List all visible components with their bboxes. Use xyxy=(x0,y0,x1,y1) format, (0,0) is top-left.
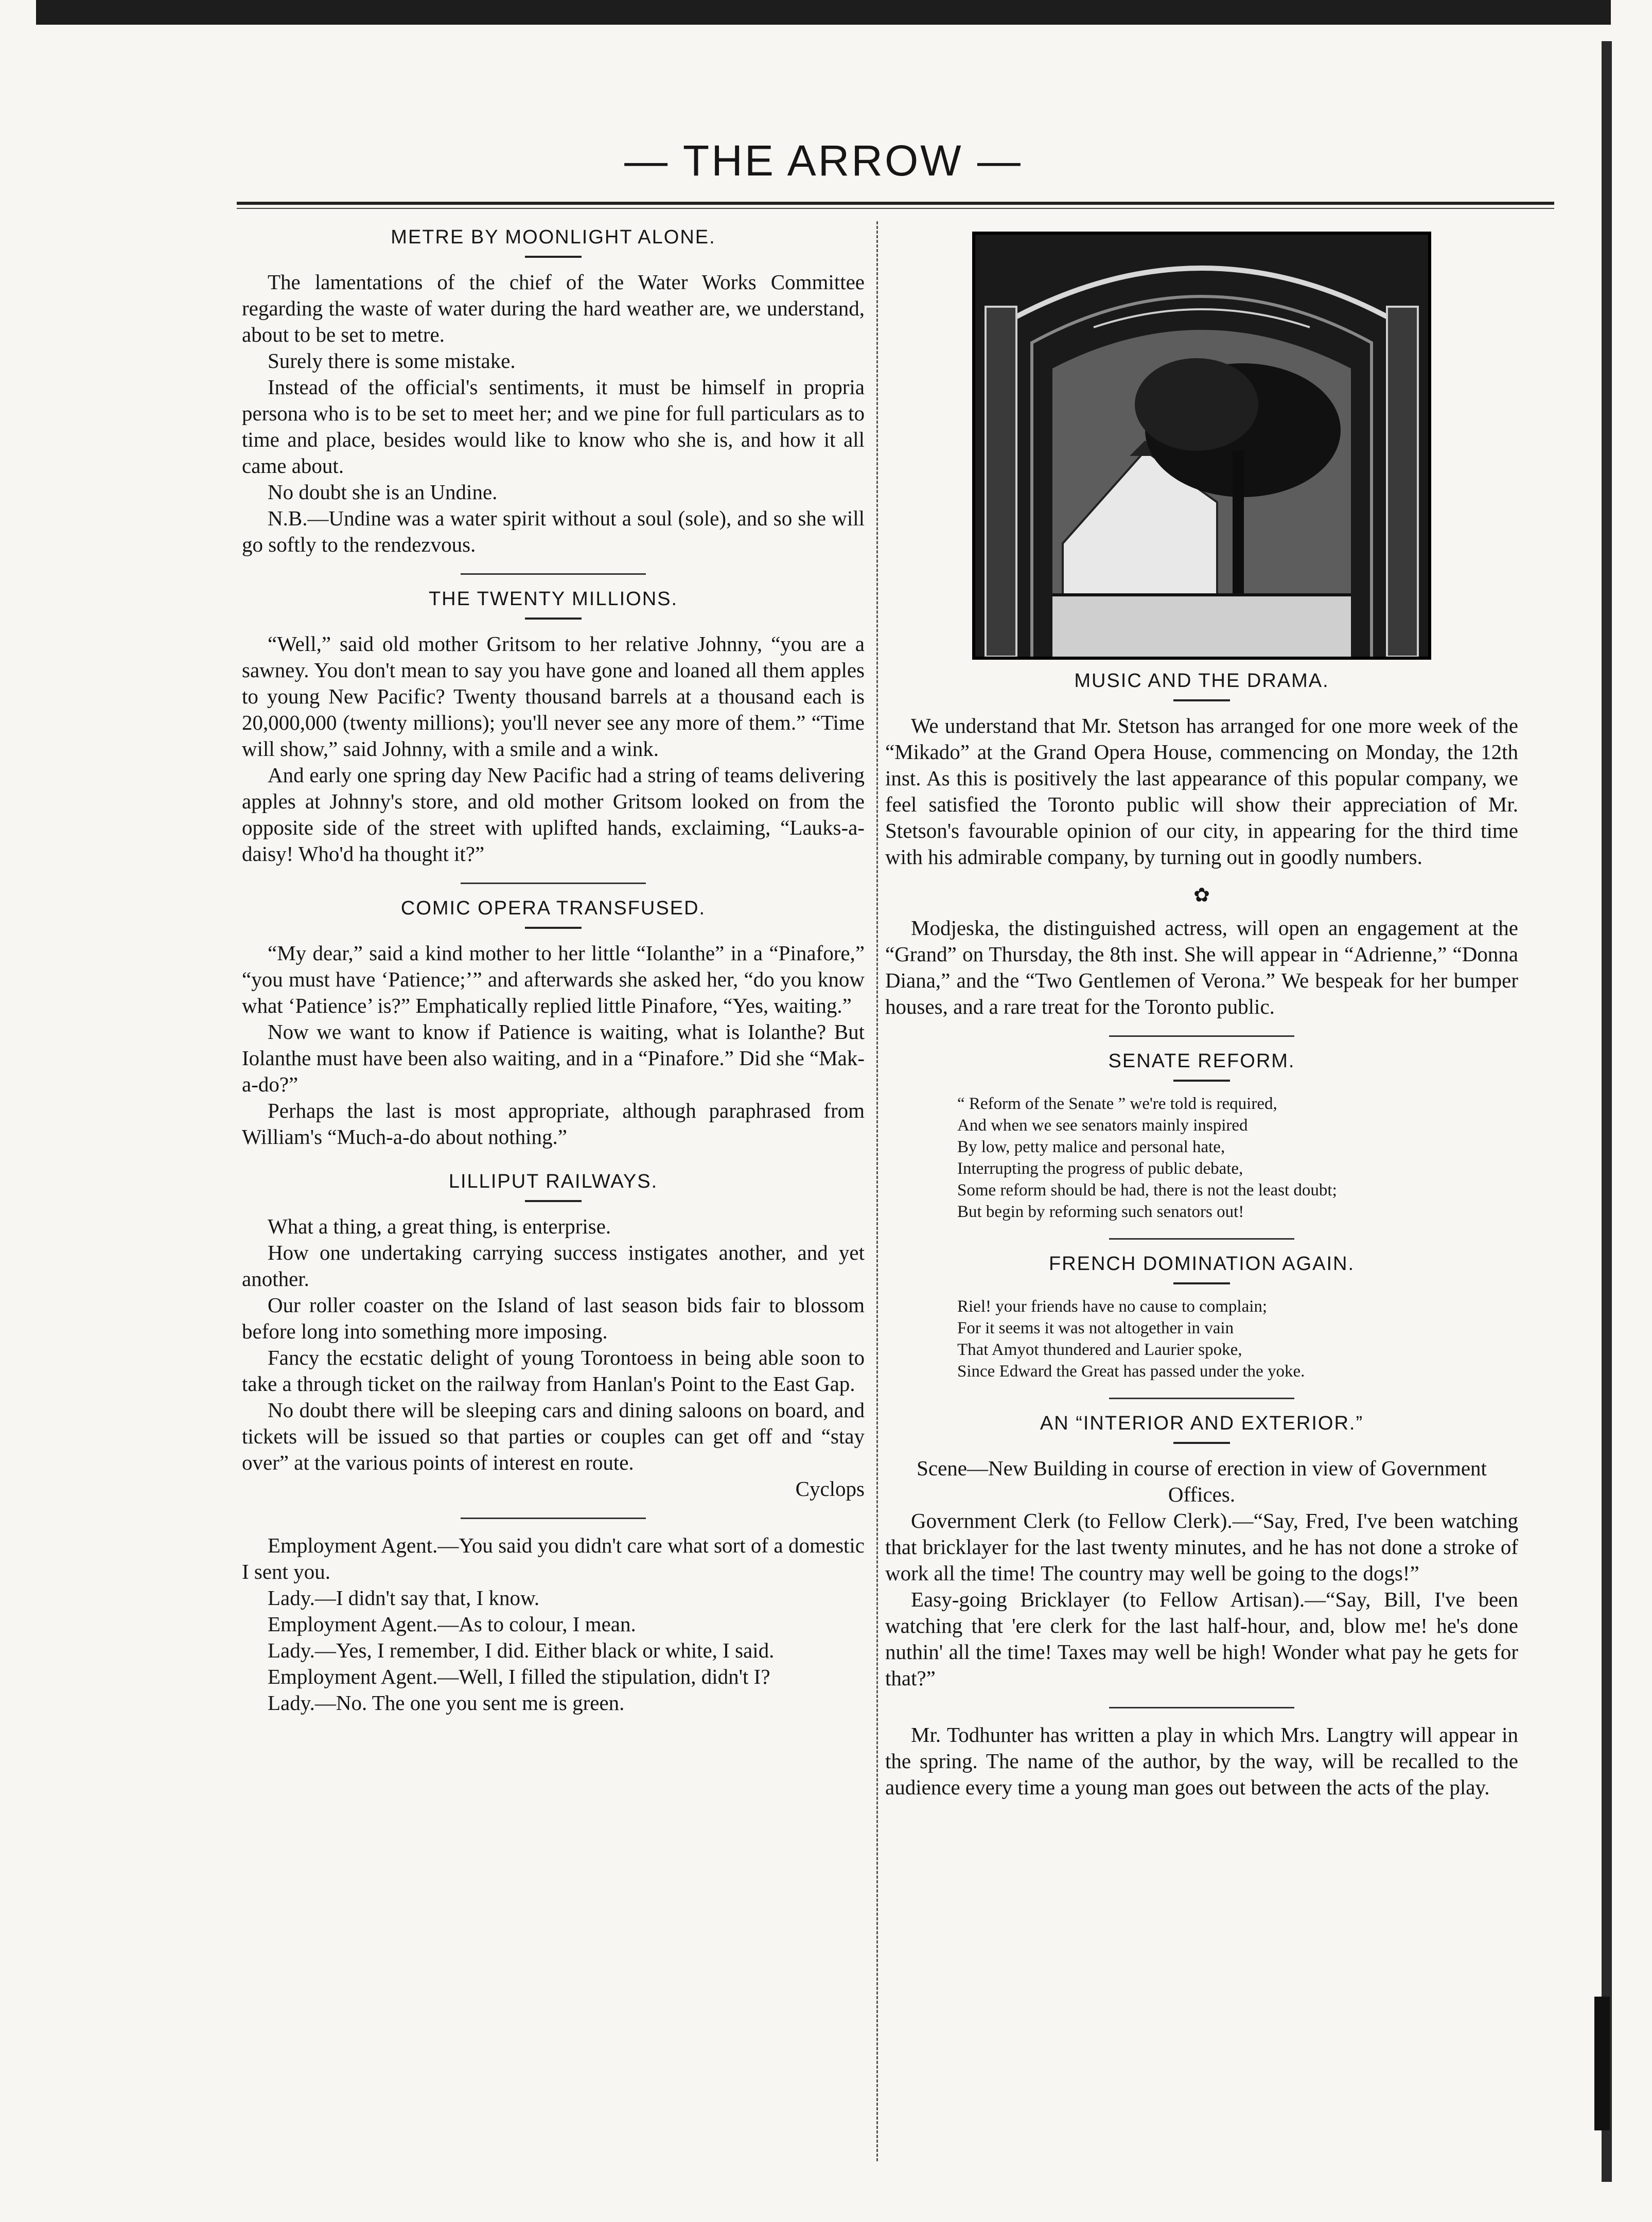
poem-line: For it seems it was not altogether in vain xyxy=(957,1319,1234,1337)
poem-line: Some reform should be had, there is not the least doubt; xyxy=(957,1181,1337,1200)
lilliput-p5: No doubt there will be sleeping cars and dining saloons on board, and tickets will be issued so that parties or couples can get off and “stay over” at the various points of interest en route. xyxy=(242,1398,865,1474)
divider xyxy=(525,256,582,258)
interior-title: AN “INTERIOR AND EXTERIOR.” xyxy=(1040,1413,1364,1434)
metre-p4: No doubt she is an Undine. xyxy=(268,480,498,504)
poem-line: Interrupting the progress of public debate, xyxy=(957,1159,1243,1178)
left-column xyxy=(242,216,865,1716)
lilliput-title: LILLIPUT RAILWAYS. xyxy=(448,1171,658,1192)
millions-p2: And early one spring day New Pacific had a string of teams delivering apples at Johnny's store, and old mother Gritsom looked on from the opposite side of the street with uplifted hands, exclaiming, “Lauks-a-daisy! Who'd ha thought it?” xyxy=(242,763,865,866)
music-p1: We understand that Mr. Stetson has arranged for one more week of the “Mikado” at the Grand Opera House, commencing on Monday, the 12th inst. As this is positively the last appearance of this popular company, we feel satisfied the Toronto public will show their appreciation of Mr. Stetson's favourable opinion of our city, in appearing for the third time with his admirable company, by turning out in goodly numbers. xyxy=(885,714,1518,869)
employment-l5: Employment Agent.—Well, I filled the stipulation, didn't I? xyxy=(268,1665,770,1688)
todhunter-p1: Mr. Todhunter has written a play in which Mrs. Langtry will appear in the spring. The name of the author, by the way, will be recalled to the audience every time a young man goes out between the acts of the play. xyxy=(885,1723,1518,1799)
poem-line: “ Reform of the Senate ” we're told is required, xyxy=(957,1095,1277,1113)
employment-l6: Lady.—No. The one you sent me is green. xyxy=(268,1691,625,1715)
divider xyxy=(1173,1080,1230,1082)
lilliput-p2: How one undertaking carrying success instigates another, and yet another. xyxy=(242,1241,865,1291)
employment-l2: Lady.—I didn't say that, I know. xyxy=(268,1586,540,1610)
right-border-mark xyxy=(1594,1997,1610,2130)
lilliput-signature: Cyclops xyxy=(795,1477,865,1501)
divider xyxy=(1173,699,1230,701)
metre-p2: Surely there is some mistake. xyxy=(268,349,516,373)
lilliput-p4: Fancy the ecstatic delight of young Torontoess in being able soon to take a through ticket on the railway from Hanlan's Point to the East Gap. xyxy=(242,1346,865,1396)
separator xyxy=(1109,1707,1294,1708)
top-border xyxy=(36,0,1611,25)
separator xyxy=(1109,1398,1294,1399)
poem-line: But begin by reforming such senators out! xyxy=(957,1203,1244,1221)
interior-scene: Scene—New Building in course of erection in view of Government Offices. xyxy=(917,1456,1487,1506)
music-p2: Modjeska, the distinguished actress, will open an engagement at the “Grand” on Thursday, the 8th inst. She will appear in “Adrienne,” “Donna Diana,” and the “Two Gentlemen of Verona.” We bespeak for her bumper houses, and a rare treat for the Toronto public. xyxy=(885,916,1518,1018)
senate-title: SENATE REFORM. xyxy=(1108,1050,1295,1072)
masthead-rule-thin xyxy=(237,208,1554,209)
interior-p1: Government Clerk (to Fellow Clerk).—“Say, Fred, I've been watching that bricklayer for the last twenty minutes, and he has not done a stroke of work all the time! The country may well be going to the dogs!” xyxy=(885,1509,1518,1585)
lilliput-p3: Our roller coaster on the Island of last season bids fair to blossom before long into something more imposing. xyxy=(242,1293,865,1343)
divider xyxy=(1173,1282,1230,1284)
column-divider xyxy=(876,221,878,2161)
poem-line: That Amyot thundered and Laurier spoke, xyxy=(957,1341,1242,1359)
music-title: MUSIC AND THE DRAMA. xyxy=(1074,670,1329,692)
employment-l4: Lady.—Yes, I remember, I did. Either black or white, I said. xyxy=(268,1638,775,1662)
separator xyxy=(461,1518,646,1519)
opera-p3: Perhaps the last is most appropriate, although paraphrased from William's “Much-a-do about nothing.” xyxy=(242,1099,865,1149)
millions-title: THE TWENTY MILLIONS. xyxy=(428,588,678,610)
right-column xyxy=(885,216,1518,1801)
divider xyxy=(525,1200,582,1202)
employment-l3: Employment Agent.—As to colour, I mean. xyxy=(268,1612,636,1636)
flower-ornament-icon: ✿ xyxy=(1193,885,1210,906)
opera-p1: “My dear,” said a kind mother to her little “Iolanthe” in a “Pinafore,” “you must have ‘Patience;’” and afterwards she asked her, “do you know what ‘Patience’ is?” Emphatically replied little Pinafore, “Yes, waiting.” xyxy=(242,941,865,1017)
poem-line: By low, petty malice and personal hate, xyxy=(957,1138,1225,1156)
masthead-rule xyxy=(237,202,1554,205)
employment-l1: Employment Agent.—You said you didn't care what sort of a domestic I sent you. xyxy=(242,1533,865,1583)
french-title: FRENCH DOMINATION AGAIN. xyxy=(1048,1253,1355,1275)
divider xyxy=(525,927,582,929)
divider xyxy=(1173,1442,1230,1444)
separator xyxy=(461,573,646,575)
theatre-engraving xyxy=(972,232,1431,660)
masthead: — THE ARROW — xyxy=(624,136,1023,185)
interior-p2: Easy-going Bricklayer (to Fellow Artisan).—“Say, Bill, I've been watching that 'ere clerk for the last half-hour, and, blow me! he's done nuthin' all the time! Taxes may well be high! Wonder what pay he gets for that?” xyxy=(885,1588,1518,1690)
metre-title: METRE BY MOONLIGHT ALONE. xyxy=(391,226,716,248)
metre-p1: The lamentations of the chief of the Water Works Committee regarding the waste of water during the hard weather are, we understand, about to be set to metre. xyxy=(242,270,865,346)
separator xyxy=(1109,1035,1294,1037)
right-border xyxy=(1602,41,1612,2182)
metre-p5: N.B.—Undine was a water spirit without a soul (sole), and so she will go softly to the rendezvous. xyxy=(242,506,865,556)
lilliput-p1: What a thing, a great thing, is enterprise. xyxy=(268,1214,611,1238)
poem-line: And when we see senators mainly inspired xyxy=(957,1116,1248,1135)
theatre-stage-illustration xyxy=(975,235,1428,657)
metre-p3: Instead of the official's sentiments, it must be himself in propria persona who is to be set to meet her; and we pine for full particulars as to time and place, besides would like to know who she is, and how it all came about. xyxy=(242,375,865,478)
french-poem xyxy=(885,1296,1518,1382)
opera-p2: Now we want to know if Patience is waiting, what is Iolanthe? But Iolanthe must have been also waiting, and in a “Pinafore.” Did she “Mak-a-do?” xyxy=(242,1020,865,1096)
poem-line: Riel! your friends have no cause to complain; xyxy=(957,1297,1268,1316)
opera-title: COMIC OPERA TRANSFUSED. xyxy=(400,897,706,919)
senate-poem xyxy=(885,1093,1518,1223)
separator xyxy=(1109,1238,1294,1240)
poem-line: Since Edward the Great has passed under the yoke. xyxy=(957,1362,1305,1381)
divider xyxy=(525,618,582,620)
millions-p1: “Well,” said old mother Gritsom to her relative Johnny, “you are a sawney. You don't mean to say you have gone and loaned all them apples to young New Pacific? Twenty thousand barrels at a thousand each is 20,000,000 (twenty millions); you'll never see any more of them.” “Time will show,” said Johnny, with a smile and a wink. xyxy=(242,632,865,761)
separator xyxy=(461,883,646,884)
